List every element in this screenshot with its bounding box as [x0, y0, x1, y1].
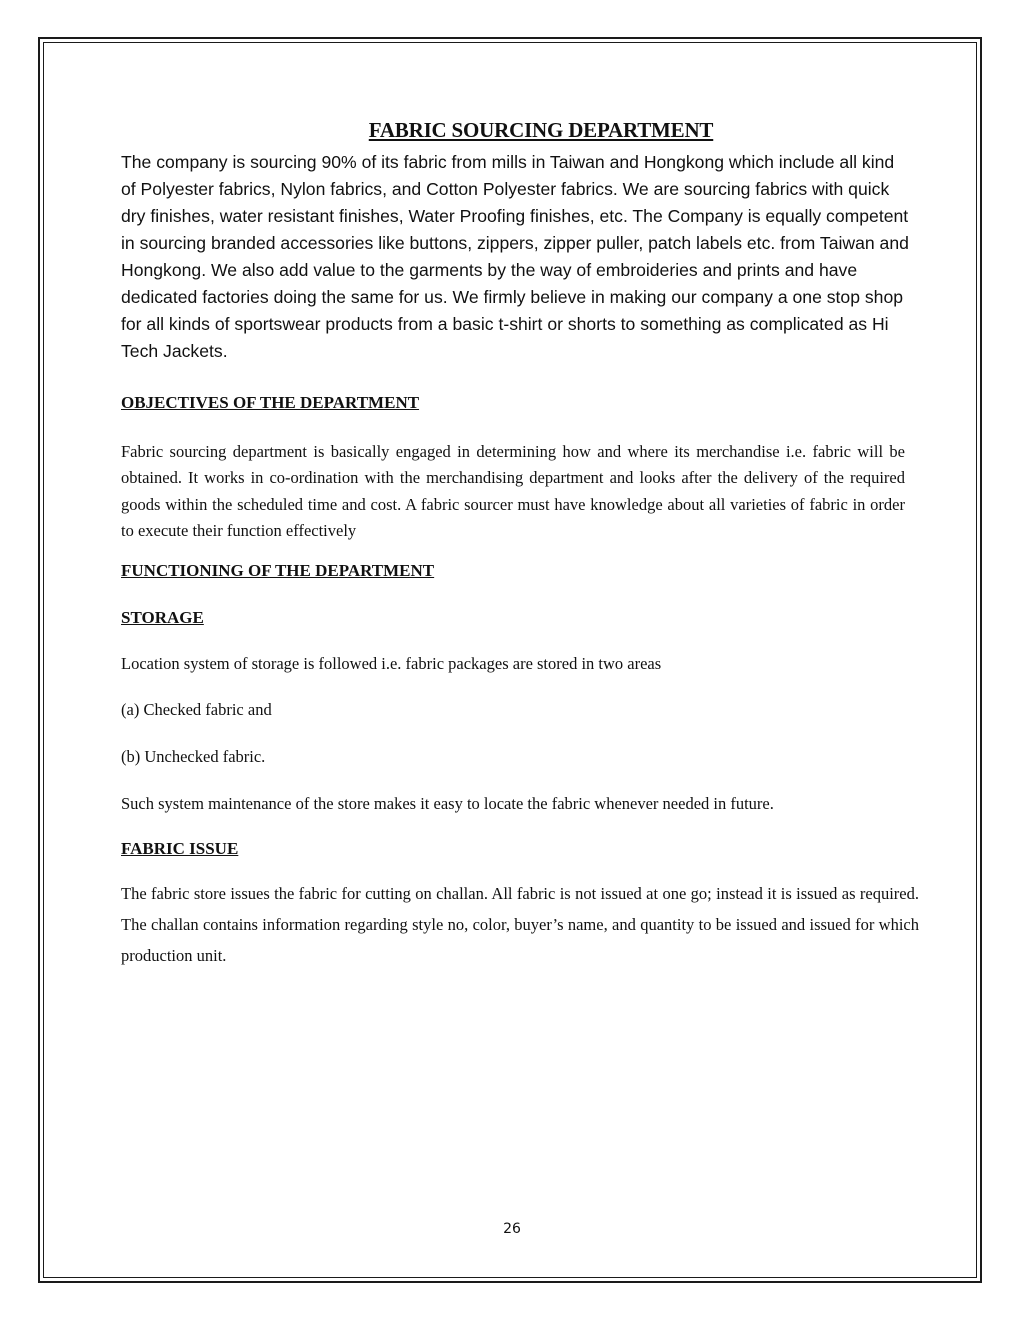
intro-paragraph: The company is sourcing 90% of its fabric from mills in Taiwan and Hongkong which include all kind of Polyester fabrics, Nylon fabrics, and Cotton Polyester fabrics. We are sourcing fabrics with quick dry finishes, water resistant finishes, Water Proofing finishes, etc. The Company is equally competent in sourcing branded accessories like buttons, zippers, zipper puller, patch labels etc. from Taiwan and Hongkong. We also add value to the garments by the way of embroideries and prints and have dedicated factories doing the same for us. We firmly believe in making our company a one stop shop for all kinds of sportswear products from a basic t-shirt or shorts to something as complicated as Hi Tech Jackets. — [121, 152, 909, 361]
objectives-paragraph: Fabric sourcing department is basically engaged in determining how and where its merchandise i.e. fabric will be obtained. It works in co-ordination with the merchandising department and looks after the delivery of the required goods within the scheduled time and cost. A fabric sourcer must have knowledge about all varieties of fabric in order to execute their function effectively — [121, 442, 905, 540]
storage-intro: Location system of storage is followed i.e. fabric packages are stored in two areas — [121, 654, 662, 674]
page-content — [121, 118, 921, 971]
fabric-issue-heading: FABRIC ISSUE — [121, 839, 239, 859]
storage-conclusion: Such system maintenance of the store makes it easy to locate the fabric whenever needed in future. — [121, 794, 774, 814]
fabric-issue-paragraph: The fabric store issues the fabric for cutting on challan. All fabric is not issued at one go; instead it is issued as required. The challan contains information regarding style no, color, buyer’s name, and quantity to be issued and issued for which production unit. — [121, 884, 919, 966]
page-title: FABRIC SOURCING DEPARTMENT — [368, 118, 714, 142]
objectives-heading: OBJECTIVES OF THE DEPARTMENT — [121, 393, 420, 412]
storage-item-b: (b) Unchecked fabric. — [121, 747, 266, 767]
page-number: 26 — [503, 1221, 521, 1237]
functioning-heading: FUNCTIONING OF THE DEPARTMENT — [121, 561, 435, 581]
storage-heading: STORAGE — [121, 608, 204, 628]
storage-item-a: (a) Checked fabric and — [121, 700, 272, 720]
